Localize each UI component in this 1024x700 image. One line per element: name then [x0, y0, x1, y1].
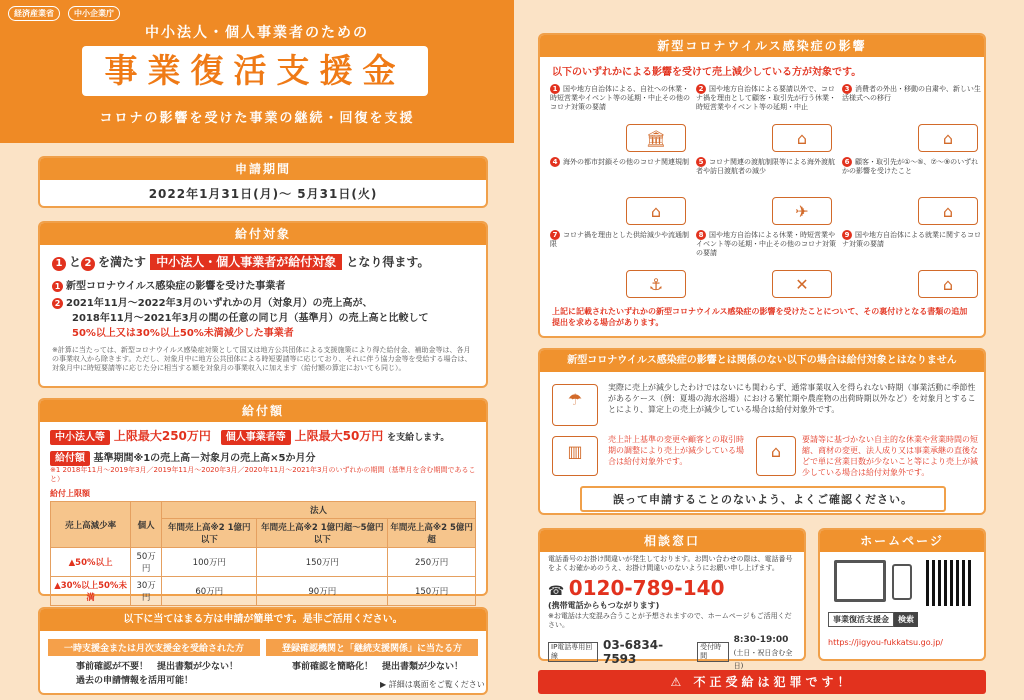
- logos: [8, 6, 120, 21]
- eligibility-note: ※計算に当たっては、新型コロナウイルス感染症対策として国又は地方公共団体による支援施策により得た給付金、補助金等は、各月の事業収入から除きます。ただし、対象月中に地方公共団体による時短要請等に応じており、それに伴う協力金等を受給する場合は、対象月中に時短要請等に応じた分に相当する額を対象月の事業収入に加えます（給付額の算定においても同じ）。: [52, 346, 472, 372]
- impact-item-8: [696, 230, 836, 300]
- impact-item-4: [550, 157, 690, 227]
- mobile-note: (携帯電話からもつながります): [548, 601, 660, 610]
- eligibility-card: [38, 221, 488, 388]
- amount-header: 給付額: [40, 400, 486, 422]
- eligibility-item-1: 1 新型コロナウイルス感染症の影響を受けた事業者: [52, 277, 474, 292]
- easy-left-line-2: 過去の申請情報を活用可能！: [76, 676, 194, 686]
- search-box[interactable]: 事業復活支援金 検索: [828, 612, 918, 627]
- hero-tagline: コロナの影響を受けた事業の継続・回復を支援: [99, 111, 415, 126]
- warning-icon: ⚠: [670, 675, 694, 689]
- impact-lead: 以下のいずれかによる影響を受けて売上減少している方が対象です。: [552, 67, 862, 78]
- ip-phone[interactable]: 03-6834-7593: [602, 637, 664, 666]
- easy-card: [38, 607, 488, 695]
- hero-subtitle: 中小法人・個人事業者のための: [145, 25, 369, 41]
- illustration-icon: ⌂: [626, 197, 686, 225]
- sme-logo: 中小企業庁: [68, 6, 120, 21]
- amount-limits: 中小法人等 上限最大250万円 個人事業者等 上限最大50万円 を支給します。: [50, 427, 476, 444]
- impact-item-text: 8 国や地方自治体による休業・時短営業やイベント等の延期・中止その他のコロナ対策の要請: [696, 231, 836, 257]
- circle-2-icon: 2: [81, 257, 95, 271]
- impact-item-text: 2 国や地方自治体による要請以外で、コロナ禍を理由として顧客・取引先が行う休業・時短営業やイベント等の延期・中止: [696, 85, 836, 111]
- impact-item-text: 6 顧客・取引先が①～⑤、⑦～⑨のいずれかの影響を受けたこと: [842, 158, 979, 175]
- eligibility-item-2: 2 2021年11月～2022年3月のいずれかの月（対象月）の売上高が、 2018年11月～2021年3月の間の任意の同じ月（基準月）の売上高と比較して 50%以上又は30%以上50%未満減少した事業者: [52, 296, 474, 341]
- easy-right-line-1: 事前確認を簡略化！ 提出書類が少ない！: [292, 662, 464, 672]
- illustration-icon: ⌂: [772, 124, 832, 152]
- impact-item-text: 5 コロナ関連の渡航制限等による海外渡航者や訪日渡航者の減少: [696, 158, 835, 175]
- impact-item-3: [842, 84, 982, 154]
- phone-icon: [892, 564, 912, 600]
- impact-item-7: [550, 230, 690, 300]
- impact-card: [538, 33, 986, 338]
- illustration-icon: ✈: [772, 197, 832, 225]
- homepage-url[interactable]: https://jigyou-fukkatsu.go.jp/: [828, 638, 943, 647]
- fraud-warning: ⚠ 不正受給は犯罪です！: [538, 670, 986, 694]
- impact-item-1: [550, 84, 690, 154]
- unrelated-p2: 売上計上基準の変更や顧客との取引時期の調整により売上が減少している場合は給付対象外です。: [608, 435, 744, 466]
- impact-item-6: [842, 157, 982, 227]
- hero-banner: [0, 0, 514, 143]
- impact-item-text: 3 消費者の外出・移動の自粛や、新しい生活様式への移行: [842, 85, 981, 102]
- qr-code[interactable]: [926, 560, 972, 606]
- unrelated-header: 新型コロナウイルス感染症の影響とは関係のない以下の場合は給付対象とはなりません: [540, 350, 984, 372]
- period-card: [38, 156, 488, 208]
- impact-header: 新型コロナウイルス感染症の影響: [540, 35, 984, 57]
- store-icon: ⌂: [756, 436, 796, 476]
- amount-formula: 給付額 基準期間※1の売上高－対象月の売上高×5か月分: [50, 449, 476, 464]
- contact-card: [538, 528, 806, 670]
- eligibility-lead: 1 と 2 を満たす 中小法人・個人事業者が給付対象 となり得ます。: [52, 253, 474, 271]
- beach-icon: ☂: [552, 384, 598, 426]
- computer-icon: [834, 560, 886, 602]
- impact-item-9: [842, 230, 982, 300]
- illustration-icon: ⌂: [918, 197, 978, 225]
- impact-grid: [540, 84, 984, 304]
- meti-logo: 経済産業省: [8, 6, 60, 21]
- caution-banner: 誤って申請することのないよう、よくご確認ください。: [580, 486, 946, 512]
- hours: 8:30-19:00: [733, 635, 789, 645]
- amount-card: [38, 398, 488, 603]
- illustration-icon: ⚓: [626, 270, 686, 298]
- impact-item-text: 1 国や地方自治体による、自社への休業・時短営業やイベント等の延期・中止その他のコロナ対策の要請: [550, 85, 690, 111]
- easy-left-bar: 一時支援金または月次支援金を受給された方: [48, 639, 260, 656]
- contact-note: ※お電話は大変混み合うことが予想されますので、ホームページもご活用ください。: [548, 612, 792, 629]
- eligibility-highlight: 中小法人・個人事業者が給付対象: [150, 254, 342, 270]
- impact-item-2: [696, 84, 836, 154]
- unrelated-p1: 実際に売上が減少したわけではないにも関わらず、通常事業収入を得られない時期（事業活動に季節性があるケース（例：夏場の海水浴場）における繁忙期や農産物の出荷時期以外など）を対象月とすることにより、算定上の売上が減少している場合は給付対象外です。: [608, 383, 976, 414]
- search-button[interactable]: 検索: [894, 612, 918, 627]
- easy-right-bar: 登録確認機関と「継続支援関係」に当たる方: [266, 639, 478, 656]
- period-value: 2022年1月31日(月)～ 5月31日(火): [148, 187, 378, 201]
- impact-footer: 上記に記載されたいずれかの新型コロナウイルス感染症の影響を受けたことについて、その裏付けとなる書類の追加提出を求める場合があります。: [552, 307, 968, 327]
- chart-icon: ▥: [552, 436, 598, 476]
- impact-item-text: 9 国や地方自治体による就業に関するコロナ対策の要請: [842, 231, 981, 248]
- unrelated-card: [538, 348, 986, 515]
- homepage-header: ホームページ: [820, 530, 984, 552]
- eligibility-header: 給付対象: [40, 223, 486, 245]
- table-row: ▲30%以上50%未満 30万円 60万円 90万円 150万円: [51, 577, 476, 606]
- contact-desc: 電話番号のお掛け間違いが発生しております。お問い合わせの際は、電話番号をよくお確かめのうえ、お掛け間違いのないようにお願い申し上げます。: [548, 555, 793, 572]
- illustration-icon: ⌂: [918, 270, 978, 298]
- page-title: 事業復活支援金: [82, 46, 428, 96]
- more-details-link[interactable]: ▶ 詳細は裏面をご覧ください: [380, 680, 485, 689]
- illustration-icon: ✕: [772, 270, 832, 298]
- easy-header: 以下に当てはまる方は申請が簡単です。是非ご活用ください。: [40, 609, 486, 631]
- impact-item-text: 4 海外の都市封鎖その他のコロナ関連規制: [550, 157, 690, 167]
- period-header: 申請期間: [40, 158, 486, 180]
- impact-item-5: [696, 157, 836, 227]
- phone-number[interactable]: ☎ 0120-789-140: [548, 576, 725, 600]
- contact-header: 相談窓口: [540, 530, 804, 552]
- individual-tag: 個人事業者等: [221, 430, 291, 445]
- circle-1-icon: 1: [52, 257, 66, 271]
- hours-label: 受付時間: [697, 642, 729, 662]
- formula-tag: 給付額: [50, 451, 90, 466]
- hours-sub: (土日・祝日含む全日): [733, 649, 793, 670]
- amount-note-1: ※1 2018年11月～2019年3月／2019年11月～2020年3月／2020年11月～2021年3月のいずれかの期間（基準月を含む期間であること）: [50, 466, 476, 483]
- illustration-icon: 🏛: [626, 124, 686, 152]
- ip-label: IP電話専用回線: [548, 642, 598, 662]
- corp-tag: 中小法人等: [50, 430, 110, 445]
- table-row: ▲50%以上 50万円 100万円 150万円 250万円: [51, 548, 476, 577]
- easy-left-line-1: 事前確認が不要！ 提出書類が少ない！: [76, 662, 239, 672]
- illustration-icon: ⌂: [918, 124, 978, 152]
- homepage-card: [818, 528, 986, 661]
- table-title: 給付上限額: [50, 489, 90, 498]
- unrelated-p3: 要請等に基づかない自主的な休業や営業時間の短縮、商材の変更、法人成り又は事業承継の直後などで単に営業日数が少ないこと等により売上が減少している場合は給付対象外です。: [802, 435, 978, 477]
- limits-table: 売上高減少率 個人 法人 年間売上高※2 1億円以下 年間売上高※2 1億円超～5億円以下 年間売上高※2 5億円超 ▲50%以上 50万円 100万円 150万円 250万円 ▲30%以上50%未満 30万円 60万円 90万円 150万円: [50, 501, 476, 606]
- impact-item-text: 7 コロナ禍を理由とした供給減少や流通制限: [550, 231, 689, 248]
